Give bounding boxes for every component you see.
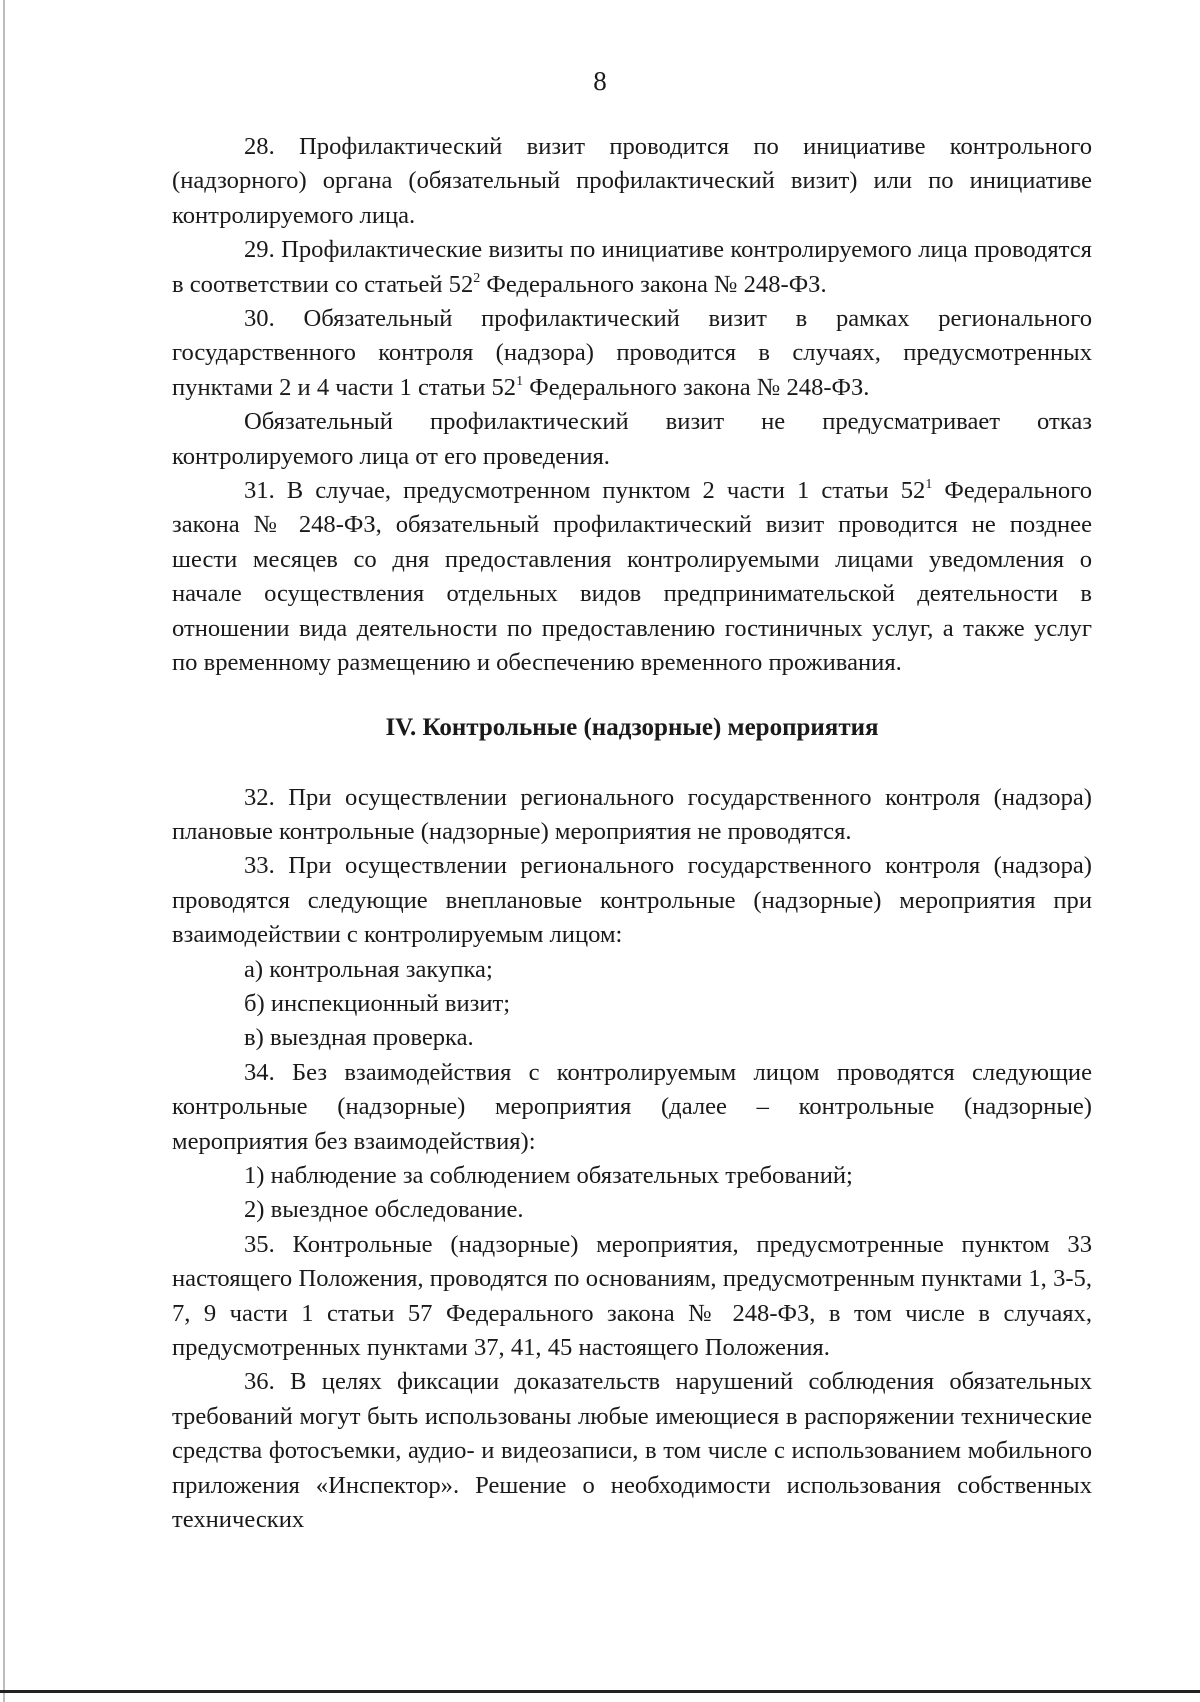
paragraph-29-text-end: Федерального закона № 248-ФЗ.	[480, 270, 827, 298]
paragraph-30	[172, 302, 1092, 405]
paragraph-29-text: 29. Профилактические визиты по инициативе контролируемого лица проводятся в соответствии со статьей 52	[172, 236, 1092, 298]
paragraph-35: 35. Контрольные (надзорные) мероприятия, предусмотренные пунктом 33 настоящего Положения, проводятся по основаниям, предусмотренным пунктами 1, 3-5, 7, 9 части 1 статьи 57 Федерального закона № 248-ФЗ, в том числе в случаях, предусмотренных пунктами 37, 41, 45 настоящего Положения.	[172, 1230, 1092, 1361]
paragraph-31-text-end: Федерального закона № 248-ФЗ, обязательный профилактический визит проводится не позднее шести месяцев со дня предоставления контролируемыми лицами уведомления о начале осуществления отдельных видов предпринимательской деятельности в отношении вида деятельности по предоставлению гостиничных услуг, а также услуг по временному размещению и обеспечению временного проживания.	[172, 477, 1092, 677]
paragraph-31	[172, 474, 1092, 680]
spacer	[172, 745, 1092, 781]
paragraph-29-superscript: 2	[473, 270, 481, 286]
paragraph-30-text-end: Федерального закона № 248-ФЗ.	[523, 373, 870, 401]
list-item: б) инспекционный визит;	[244, 989, 511, 1017]
paragraph-30-superscript: 1	[516, 373, 524, 389]
list-item: в) выездная проверка.	[244, 1024, 474, 1052]
scan-left-edge	[3, 0, 5, 1702]
scan-bottom-edge	[0, 1690, 1200, 1693]
list-item: 1) наблюдение за соблюдением обязательных требований;	[244, 1161, 853, 1189]
list-item: а) контрольная закупка;	[244, 955, 493, 983]
paragraph-31-text: 31. В случае, предусмотренном пунктом 2 части 1 статьи 52	[244, 477, 926, 505]
paragraph-28: 28. Профилактический визит проводится по инициативе контрольного (надзорного) органа (обязательный профилактический визит) или по инициативе контролируемого лица.	[172, 133, 1092, 229]
section-heading: IV. Контрольные (надзорные) мероприятия	[385, 713, 879, 741]
paragraph-33: 33. При осуществлении регионального государственного контроля (надзора) проводятся следующие внеплановые контрольные (надзорные) мероприятия при взаимодействии с контролируемым лицом:	[172, 852, 1092, 949]
paragraph-30-continued: Обязательный профилактический визит не предусматривает отказ контролируемого лица от его проведения.	[172, 408, 1092, 470]
list-item: 2) выездное обследование.	[244, 1196, 524, 1224]
document-body	[172, 130, 1092, 1537]
page-number: 8	[593, 66, 607, 96]
paragraph-34: 34. Без взаимодействия с контролируемым лицом проводятся следующие контрольные (надзорные) мероприятия (далее – контрольные (надзорные) мероприятия без взаимодействия):	[172, 1058, 1092, 1155]
spacer	[172, 681, 1092, 711]
paragraph-31-superscript: 1	[925, 477, 933, 493]
paragraph-29	[172, 233, 1092, 302]
paragraph-30-text: 30. Обязательный профилактический визит в рамках регионального государственного контроля (надзора) проводится в случаях, предусмотренных пунктами 2 и 4 части 1 статьи 52	[172, 305, 1092, 401]
paragraph-36: 36. В целях фиксации доказательств нарушений соблюдения обязательных требований могут быть использованы любые имеющиеся в распоряжении технические средства фотосъемки, аудио- и видеозаписи, в том числе с использованием мобильного приложения «Инспектор». Решение о необходимости использования собственных технических	[172, 1368, 1092, 1534]
paragraph-32: 32. При осуществлении регионального государственного контроля (надзора) плановые контрольные (надзорные) мероприятия не проводятся.	[172, 783, 1092, 845]
